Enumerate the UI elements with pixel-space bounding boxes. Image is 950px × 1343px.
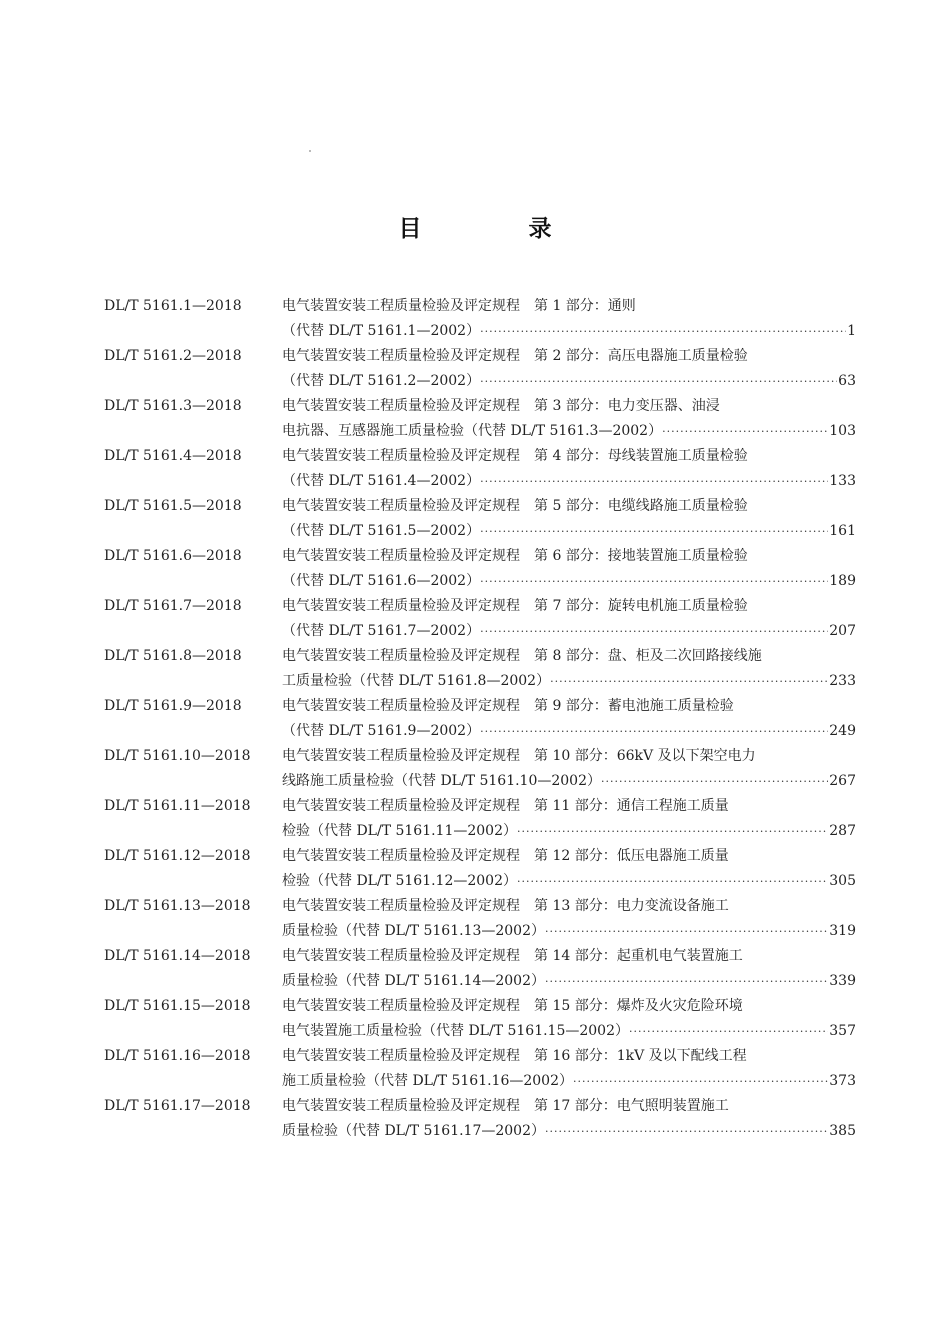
standard-code: DL/T 5161.7—2018 bbox=[104, 598, 242, 614]
entry-title: 电气装置安装工程质量检验及评定规程 第 7 部分：旋转电机施工质量检验 bbox=[282, 598, 748, 614]
entry-content bbox=[282, 594, 856, 644]
entry-replacement-note: 线路施工质量检验（代替 DL/T 5161.10—2002） bbox=[282, 773, 601, 789]
toc-entry bbox=[104, 994, 856, 1044]
entry-subtitle-line bbox=[282, 1119, 856, 1144]
entry-content bbox=[282, 644, 856, 694]
entry-content bbox=[282, 844, 856, 894]
entry-replacement-note: 质量检验（代替 DL/T 5161.13—2002） bbox=[282, 923, 545, 939]
toc-entry bbox=[104, 494, 856, 544]
dot-leader bbox=[480, 569, 828, 594]
entry-title: 电气装置安装工程质量检验及评定规程 第 17 部分：电气照明装置施工 bbox=[282, 1098, 729, 1114]
entry-title: 电气装置安装工程质量检验及评定规程 第 6 部分：接地装置施工质量检验 bbox=[282, 548, 748, 564]
dot-leader bbox=[480, 369, 837, 394]
standard-code: DL/T 5161.4—2018 bbox=[104, 448, 242, 464]
entry-subtitle-line bbox=[282, 569, 856, 594]
entry-subtitle-line bbox=[282, 969, 856, 994]
dot-leader bbox=[517, 869, 828, 894]
standard-code: DL/T 5161.12—2018 bbox=[104, 848, 251, 864]
entry-replacement-note: （代替 DL/T 5161.4—2002） bbox=[282, 473, 481, 489]
entry-replacement-note: 工质量检验（代替 DL/T 5161.8—2002） bbox=[282, 673, 551, 689]
entry-subtitle-line bbox=[282, 419, 856, 444]
toc-entry bbox=[104, 794, 856, 844]
standard-code: DL/T 5161.14—2018 bbox=[104, 948, 251, 964]
entry-title: 电气装置安装工程质量检验及评定规程 第 14 部分：起重机电气装置施工 bbox=[282, 948, 743, 964]
toc-entry bbox=[104, 594, 856, 644]
entry-subtitle-line bbox=[282, 869, 856, 894]
entry-subtitle-line bbox=[282, 319, 856, 344]
entry-title: 电气装置安装工程质量检验及评定规程 第 5 部分：电缆线路施工质量检验 bbox=[282, 498, 748, 514]
entry-subtitle-line bbox=[282, 1069, 856, 1094]
entry-subtitle-line bbox=[282, 769, 856, 794]
page-number[interactable]: 373 bbox=[829, 1073, 856, 1089]
entry-replacement-note: 质量检验（代替 DL/T 5161.17—2002） bbox=[282, 1123, 545, 1139]
dot-leader bbox=[545, 969, 828, 994]
dot-leader bbox=[480, 619, 828, 644]
entry-content bbox=[282, 744, 856, 794]
page-title: 目 录 bbox=[398, 215, 594, 242]
toc-entry bbox=[104, 444, 856, 494]
entry-content bbox=[282, 544, 856, 594]
entry-content bbox=[282, 994, 856, 1044]
entry-replacement-note: 施工质量检验（代替 DL/T 5161.16—2002） bbox=[282, 1073, 573, 1089]
page-number[interactable]: 103 bbox=[829, 423, 856, 439]
standard-code: DL/T 5161.2—2018 bbox=[104, 348, 242, 364]
page-number[interactable]: 267 bbox=[829, 773, 856, 789]
dot-leader bbox=[517, 819, 828, 844]
entry-content bbox=[282, 1094, 856, 1144]
entry-subtitle-line bbox=[282, 469, 856, 494]
entry-content bbox=[282, 494, 856, 544]
page-number[interactable]: 207 bbox=[829, 623, 856, 639]
page-number[interactable]: 1 bbox=[847, 323, 856, 339]
page-number[interactable]: 63 bbox=[838, 373, 856, 389]
toc-entry bbox=[104, 944, 856, 994]
page-number[interactable]: 305 bbox=[829, 873, 856, 889]
entry-title: 电气装置安装工程质量检验及评定规程 第 15 部分：爆炸及火灾危险环境 bbox=[282, 998, 743, 1014]
entry-content bbox=[282, 694, 856, 744]
page-number[interactable]: 161 bbox=[829, 523, 856, 539]
dot-leader bbox=[480, 519, 828, 544]
toc-entry bbox=[104, 894, 856, 944]
standard-code: DL/T 5161.3—2018 bbox=[104, 398, 242, 414]
standard-code: DL/T 5161.1—2018 bbox=[104, 298, 242, 314]
entry-content bbox=[282, 794, 856, 844]
entry-subtitle-line bbox=[282, 1019, 856, 1044]
entry-subtitle-line bbox=[282, 369, 856, 394]
standard-code: DL/T 5161.9—2018 bbox=[104, 698, 242, 714]
entry-content bbox=[282, 1044, 856, 1094]
entry-content bbox=[282, 894, 856, 944]
entry-replacement-note: 电气装置施工质量检验（代替 DL/T 5161.15—2002） bbox=[282, 1023, 629, 1039]
toc-entry bbox=[104, 394, 856, 444]
dot-leader bbox=[629, 1019, 828, 1044]
standard-code: DL/T 5161.5—2018 bbox=[104, 498, 242, 514]
toc-entry bbox=[104, 744, 856, 794]
page-number[interactable]: 189 bbox=[829, 573, 856, 589]
standard-code: DL/T 5161.15—2018 bbox=[104, 998, 251, 1014]
entry-replacement-note: （代替 DL/T 5161.6—2002） bbox=[282, 573, 481, 589]
toc-entry bbox=[104, 344, 856, 394]
entry-content bbox=[282, 944, 856, 994]
entry-title: 电气装置安装工程质量检验及评定规程 第 2 部分：高压电器施工质量检验 bbox=[282, 348, 748, 364]
entry-title: 电气装置安装工程质量检验及评定规程 第 4 部分：母线装置施工质量检验 bbox=[282, 448, 748, 464]
page-number[interactable]: 319 bbox=[829, 923, 856, 939]
dot-leader bbox=[480, 469, 828, 494]
toc-entry bbox=[104, 1094, 856, 1144]
entry-replacement-note: （代替 DL/T 5161.2—2002） bbox=[282, 373, 481, 389]
entry-title: 电气装置安装工程质量检验及评定规程 第 13 部分：电力变流设备施工 bbox=[282, 898, 729, 914]
entry-content bbox=[282, 394, 856, 444]
standard-code: DL/T 5161.11—2018 bbox=[104, 798, 251, 814]
entry-replacement-note: 检验（代替 DL/T 5161.11—2002） bbox=[282, 823, 517, 839]
page-number[interactable]: 385 bbox=[829, 1123, 856, 1139]
entry-replacement-note: （代替 DL/T 5161.9—2002） bbox=[282, 723, 481, 739]
entry-replacement-note: （代替 DL/T 5161.5—2002） bbox=[282, 523, 481, 539]
entry-content bbox=[282, 294, 856, 344]
standard-code: DL/T 5161.6—2018 bbox=[104, 548, 242, 564]
dot-leader bbox=[545, 1119, 828, 1144]
dot-leader bbox=[480, 319, 846, 344]
entry-content bbox=[282, 344, 856, 394]
scan-speck bbox=[309, 150, 311, 152]
entry-title: 电气装置安装工程质量检验及评定规程 第 9 部分：蓄电池施工质量检验 bbox=[282, 698, 734, 714]
standard-code: DL/T 5161.8—2018 bbox=[104, 648, 242, 664]
entry-subtitle-line bbox=[282, 519, 856, 544]
toc-entry bbox=[104, 544, 856, 594]
standard-code: DL/T 5161.16—2018 bbox=[104, 1048, 251, 1064]
toc-entry bbox=[104, 844, 856, 894]
toc-entry bbox=[104, 294, 856, 344]
entry-replacement-note: （代替 DL/T 5161.1—2002） bbox=[282, 323, 481, 339]
page-number[interactable]: 249 bbox=[829, 723, 856, 739]
dot-leader bbox=[601, 769, 828, 794]
standard-code: DL/T 5161.10—2018 bbox=[104, 748, 251, 764]
standard-code: DL/T 5161.17—2018 bbox=[104, 1098, 251, 1114]
entry-subtitle-line bbox=[282, 719, 856, 744]
entry-title: 电气装置安装工程质量检验及评定规程 第 11 部分：通信工程施工质量 bbox=[282, 798, 729, 814]
entry-title: 电气装置安装工程质量检验及评定规程 第 1 部分：通则 bbox=[282, 298, 636, 314]
page-number[interactable]: 339 bbox=[829, 973, 856, 989]
standard-code: DL/T 5161.13—2018 bbox=[104, 898, 251, 914]
entry-replacement-note: 质量检验（代替 DL/T 5161.14—2002） bbox=[282, 973, 545, 989]
entry-replacement-note: 电抗器、互感器施工质量检验（代替 DL/T 5161.3—2002） bbox=[282, 423, 663, 439]
page-number[interactable]: 133 bbox=[829, 473, 856, 489]
dot-leader bbox=[550, 669, 828, 694]
entry-title: 电气装置安装工程质量检验及评定规程 第 8 部分：盘、柜及二次回路接线施 bbox=[282, 648, 762, 664]
dot-leader bbox=[573, 1069, 828, 1094]
toc-entry bbox=[104, 644, 856, 694]
entry-replacement-note: （代替 DL/T 5161.7—2002） bbox=[282, 623, 481, 639]
page-number[interactable]: 233 bbox=[829, 673, 856, 689]
toc-entry bbox=[104, 694, 856, 744]
entry-subtitle-line bbox=[282, 619, 856, 644]
entry-title: 电气装置安装工程质量检验及评定规程 第 16 部分：1kV 及以下配线工程 bbox=[282, 1048, 747, 1064]
entry-title: 电气装置安装工程质量检验及评定规程 第 12 部分：低压电器施工质量 bbox=[282, 848, 729, 864]
page-number[interactable]: 287 bbox=[829, 823, 856, 839]
entry-content bbox=[282, 444, 856, 494]
table-of-contents bbox=[104, 294, 856, 1144]
entry-subtitle-line bbox=[282, 919, 856, 944]
entry-subtitle-line bbox=[282, 669, 856, 694]
entry-subtitle-line bbox=[282, 819, 856, 844]
dot-leader bbox=[480, 719, 828, 744]
entry-title: 电气装置安装工程质量检验及评定规程 第 3 部分：电力变压器、油浸 bbox=[282, 398, 720, 414]
entry-title: 电气装置安装工程质量检验及评定规程 第 10 部分：66kV 及以下架空电力 bbox=[282, 748, 756, 764]
entry-replacement-note: 检验（代替 DL/T 5161.12—2002） bbox=[282, 873, 517, 889]
page-number[interactable]: 357 bbox=[829, 1023, 856, 1039]
toc-entry bbox=[104, 1044, 856, 1094]
dot-leader bbox=[662, 419, 828, 444]
dot-leader bbox=[545, 919, 828, 944]
